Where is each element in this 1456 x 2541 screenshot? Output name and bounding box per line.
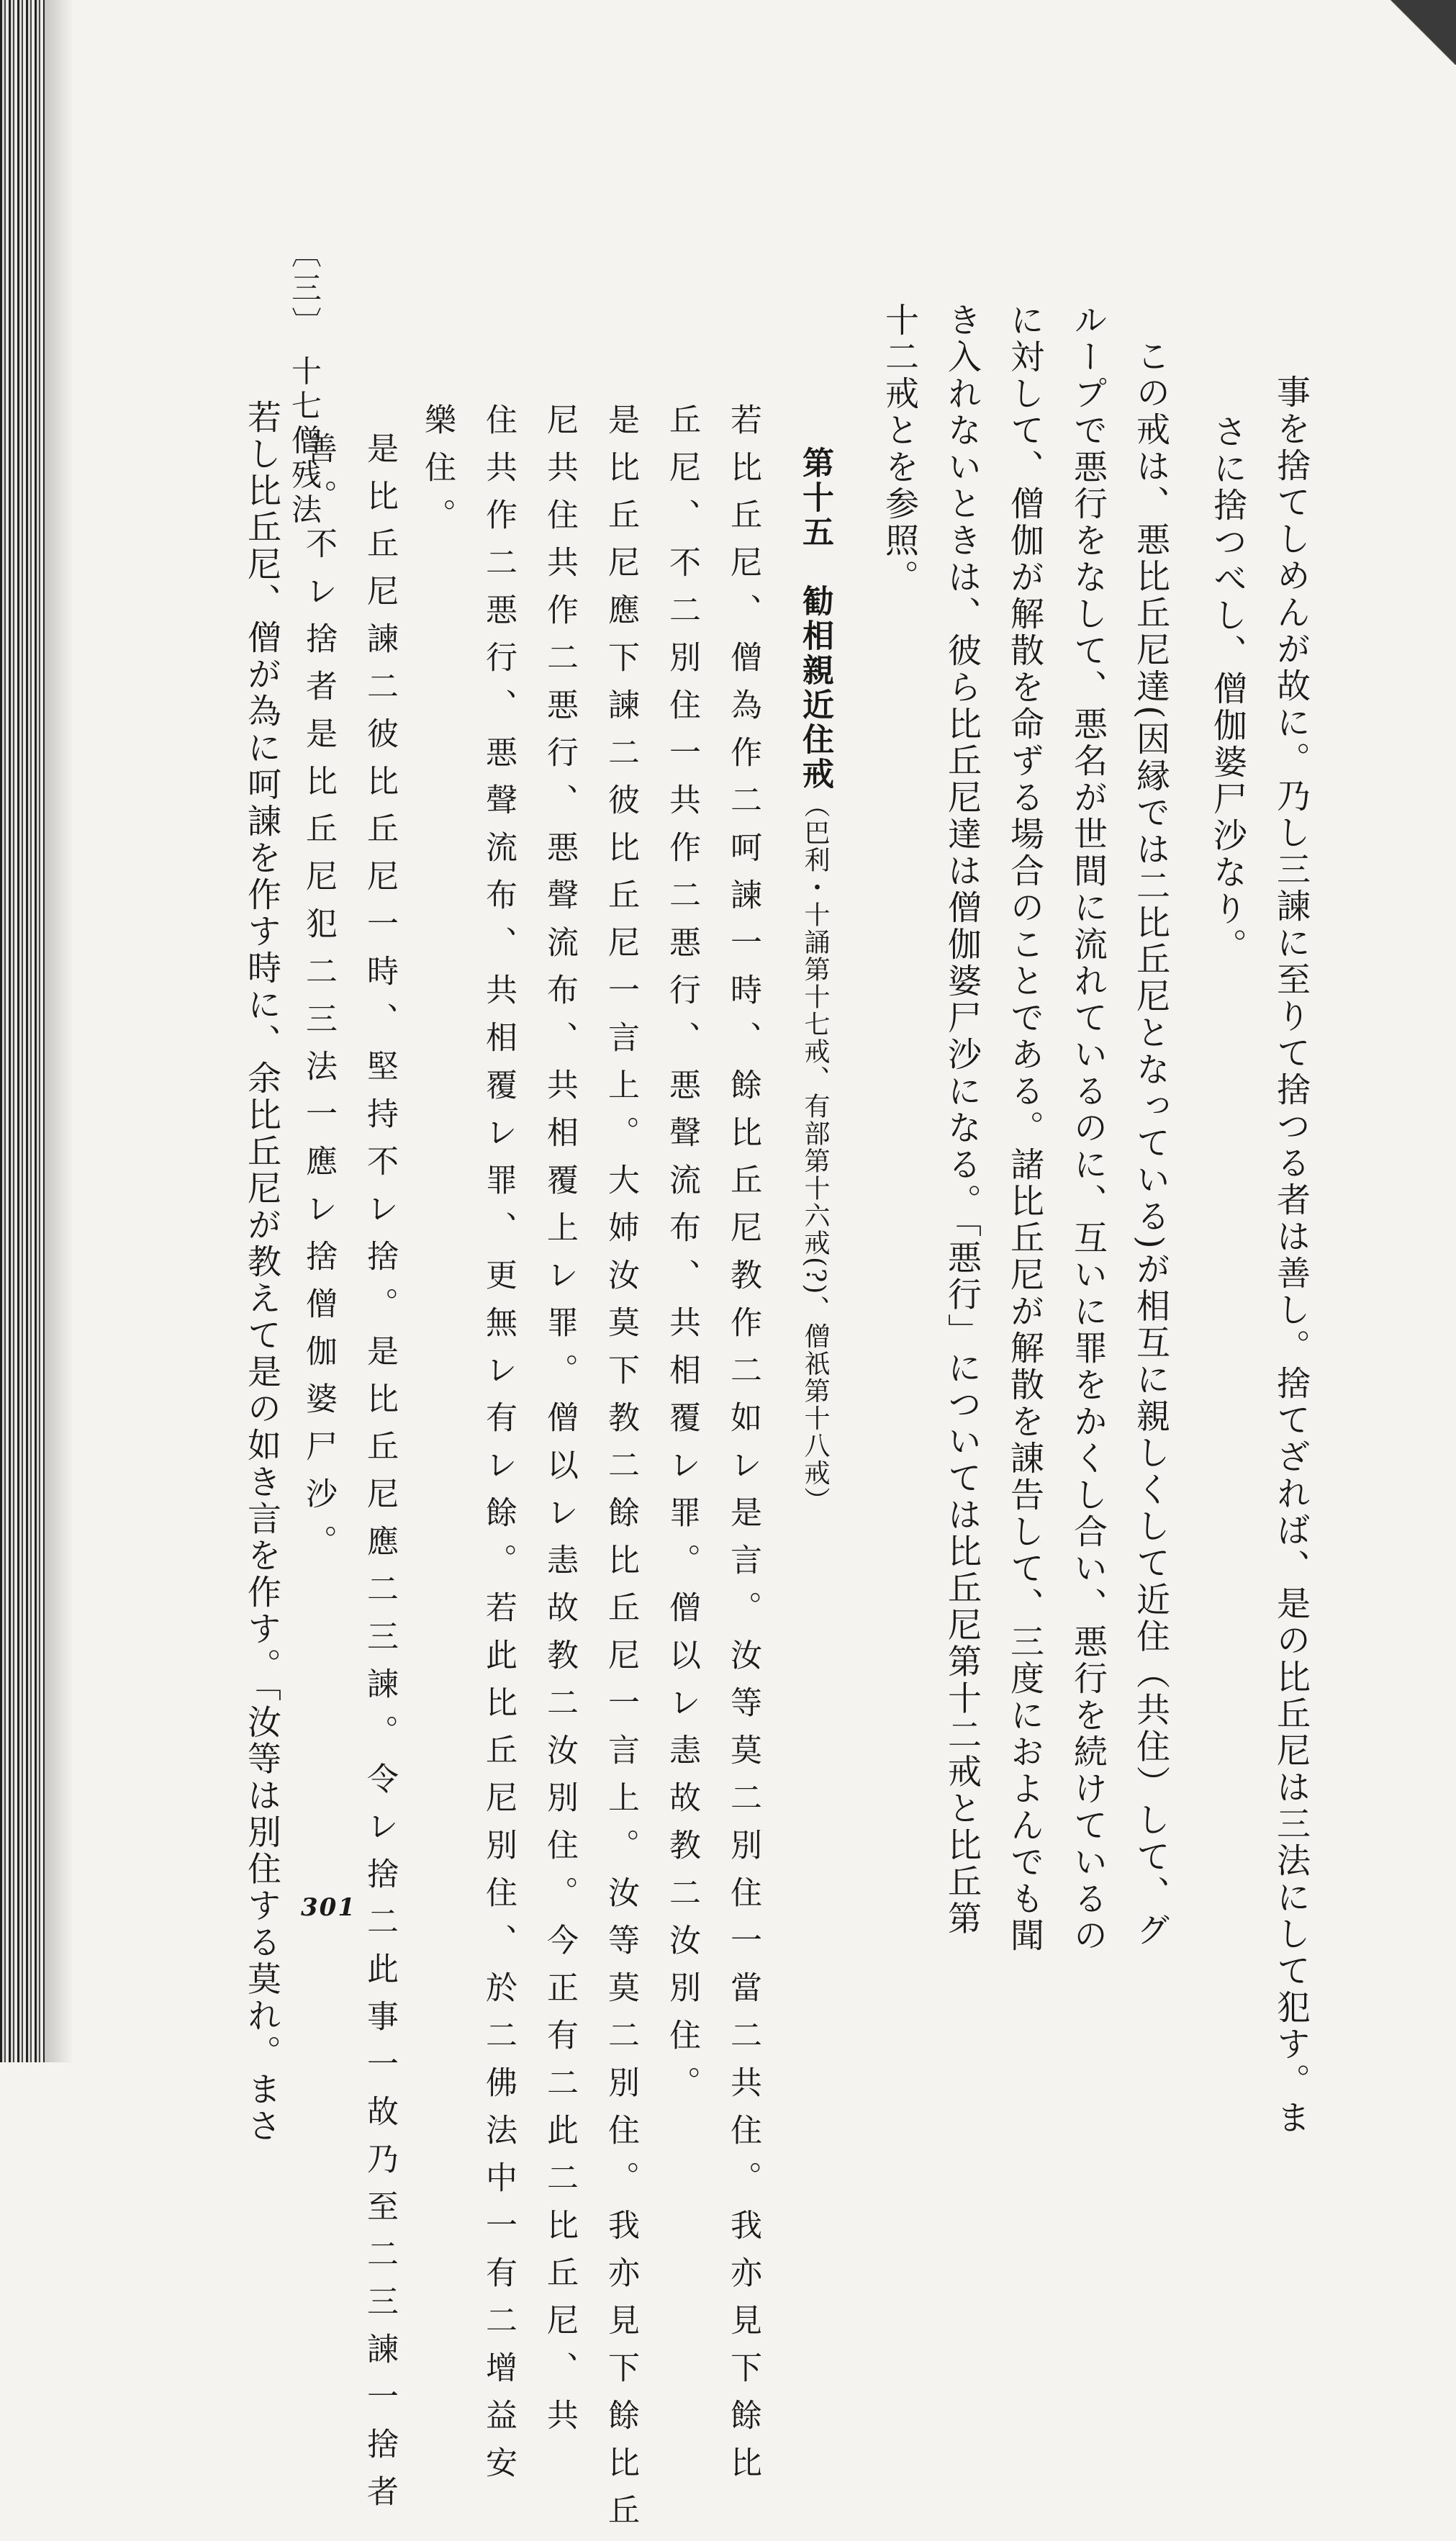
page-binding-edge xyxy=(0,0,45,2062)
page-corner-shadow xyxy=(1377,0,1456,65)
section-sources-note: （巴利・十誦第十七戒、有部第十六戒(?)、僧祇第十八戒） xyxy=(800,792,830,1515)
kanbun-line-6: 樂住。 xyxy=(419,403,456,546)
continuation-line-1: 事を捨てしめんが故に。乃し三諫に至りて捨つる者は善し。捨てざれば、是の比丘尼は三法にして犯す。ま xyxy=(1271,374,1311,2136)
page-number: 301 xyxy=(301,1893,356,1922)
continuation-line-2: さに捨つべし、僧伽婆尸沙なり。 xyxy=(1208,414,1247,965)
translation-line-1: 若し比丘尼、僧が為に呵諫を作す時に、余比丘尼が教えて是の如き言を作す。「汝等は別住する莫れ。まさ xyxy=(242,400,281,2145)
kanbun-line-4: 尼共住共作二悪行、悪聲流布、共相覆上レ罪。僧以レ恚故教二汝別住。今正有二此二比丘尼、共 xyxy=(541,403,578,2446)
kanbun-line-5: 住共作二悪行、悪聲流布、共相覆レ罪、更無レ有レ餘。若此比丘尼別住、於二佛法中一有二增益安 xyxy=(480,403,517,2493)
kanbun-line-2: 丘尼、不二別住一共作二悪行、悪聲流布、共相覆レ罪。僧以レ恚故教二汝別住。 xyxy=(664,403,700,2113)
binding-shadow xyxy=(45,0,73,2062)
section-heading xyxy=(799,446,831,1514)
commentary-line-1: この戒は、悪比丘尼達(因縁では二比丘尼となっている)が相互に親しくして近住（共住）して、グ xyxy=(1131,338,1170,1949)
kanbun-line-3: 是比丘尼應下諫二彼比丘尼一言上。大姉汝莫下教二餘比丘尼一言上。汝等莫二別住。我亦見下餘比丘 xyxy=(602,403,639,2541)
kanbun-line-7: 是比丘尼諫二彼比丘尼一時、堅持不レ捨。是比丘尼應二三諫。令レ捨二此事一故乃至二三諫一捨者 xyxy=(361,432,398,2522)
kanbun-line-8: 善。不レ捨者是比丘尼犯二三法一應レ捨僧伽婆尸沙。 xyxy=(300,432,337,1572)
commentary-line-5: 十二戒とを参照。 xyxy=(880,302,919,596)
commentary-line-4: き入れないときは、彼ら比丘尼達は僧伽婆尸沙になる。「悪行」については比丘尼第十二戒と比丘第 xyxy=(942,302,982,1938)
commentary-line-2: ループで悪行をなして、悪名が世間に流れているのに、互いに罪をかくし合い、悪行を続けているの xyxy=(1068,302,1108,1954)
commentary-line-3: に対して、僧伽が解散を命ずる場合のことである。諸比丘尼が解散を諌告して、三度におよんでも聞 xyxy=(1005,302,1044,1954)
section-title: 第十五 勧相親近住戒 xyxy=(797,446,833,792)
kanbun-line-1: 若比丘尼、僧為作二呵諫一時、餘比丘尼教作二如レ是言。汝等莫二別住一當二共住。我亦見下餘比 xyxy=(725,403,761,2493)
running-header: 〔三〕 十七僧残法 xyxy=(287,238,322,528)
